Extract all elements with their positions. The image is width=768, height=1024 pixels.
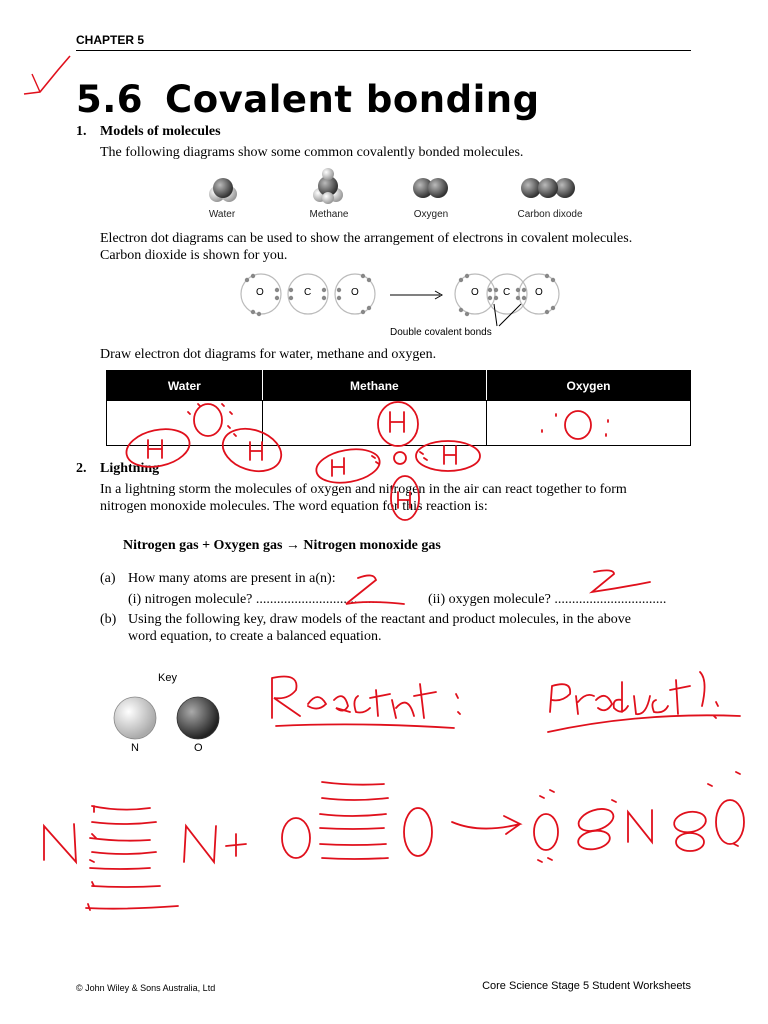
- key-title: Key: [158, 672, 177, 684]
- molecule-label-oxygen: Oxygen: [413, 209, 449, 220]
- electron-text-2: Carbon dioxide is shown for you.: [100, 248, 288, 263]
- question-b-text-2: word equation, to create a balanced equation.: [128, 629, 382, 644]
- handwriting-product: [550, 672, 718, 718]
- question-a-i[interactable]: (i) nitrogen molecule? ....................................: [128, 592, 382, 607]
- footer-series-title: Core Science Stage 5 Student Worksheets: [482, 980, 691, 992]
- section-2-number: 2.: [76, 461, 87, 476]
- handwriting-product-underline: [548, 715, 740, 732]
- co2-bond-caption: Double covalent bonds: [390, 327, 492, 338]
- word-equation: Nitrogen gas + Oxygen gas → Nitrogen monoxide gas: [123, 538, 441, 553]
- handwriting-equation: [44, 772, 744, 910]
- handwriting-reactant-underline: [276, 724, 454, 728]
- section-1-intro: The following diagrams show some common covalently bonded molecules.: [100, 145, 524, 160]
- co2-c-bonded: C: [503, 287, 511, 298]
- table-header-methane: Methane: [262, 371, 486, 401]
- molecule-label-methane: Methane: [309, 209, 349, 220]
- table-header-oxygen: Oxygen: [487, 371, 691, 401]
- question-a-ii[interactable]: (ii) oxygen molecule? ................................: [428, 592, 667, 607]
- handwriting-water: [123, 404, 287, 478]
- handwriting-reactant: [272, 677, 460, 719]
- footer-copyright: © John Wiley & Sons Australia, Ltd: [76, 983, 216, 993]
- section-1-heading: Models of molecules: [100, 124, 221, 139]
- section-1-number: 1.: [76, 124, 87, 139]
- molecule-label-carbon-dioxide: Carbon dixode: [517, 209, 583, 220]
- section-2-heading: Lightning: [100, 461, 160, 476]
- chapter-label: CHAPTER 5: [76, 33, 145, 47]
- question-b-label: (b): [100, 612, 117, 627]
- molecule-label-water: Water: [208, 209, 236, 220]
- handwriting-answer-i: [346, 575, 404, 604]
- table-header-water: Water: [107, 371, 263, 401]
- draw-instruction: Draw electron dot diagrams for water, methane and oxygen.: [100, 347, 437, 362]
- co2-o-left-bonded: O: [471, 287, 479, 298]
- co2-c-left: C: [304, 287, 312, 298]
- question-a-label: (a): [100, 571, 116, 586]
- section-2-text-2: nitrogen monoxide molecules. The word equation for this reaction is:: [100, 499, 488, 514]
- key-n-label: N: [131, 742, 139, 754]
- question-b-text-1: Using the following key, draw models of the reactant and product molecules, in the above: [128, 612, 631, 627]
- co2-o-right: O: [351, 287, 359, 298]
- section-2-text-1: In a lightning storm the molecules of oxygen and nitrogen in the air can react together to form: [100, 482, 627, 497]
- title-text: Covalent bonding: [165, 78, 540, 121]
- electron-text-1: Electron dot diagrams can be used to show the arrangement of electrons in covalent molecules.: [100, 231, 633, 246]
- co2-o-left: O: [256, 287, 264, 298]
- handwriting-oxygen: [542, 411, 608, 439]
- key-o-label: O: [194, 742, 203, 754]
- handwriting-answer-ii: [592, 570, 650, 592]
- title-number: 5.6: [76, 78, 144, 121]
- handwriting-methane: [314, 402, 480, 520]
- question-a-text: How many atoms are present in a(n):: [128, 571, 336, 586]
- co2-o-right-bonded: O: [535, 287, 543, 298]
